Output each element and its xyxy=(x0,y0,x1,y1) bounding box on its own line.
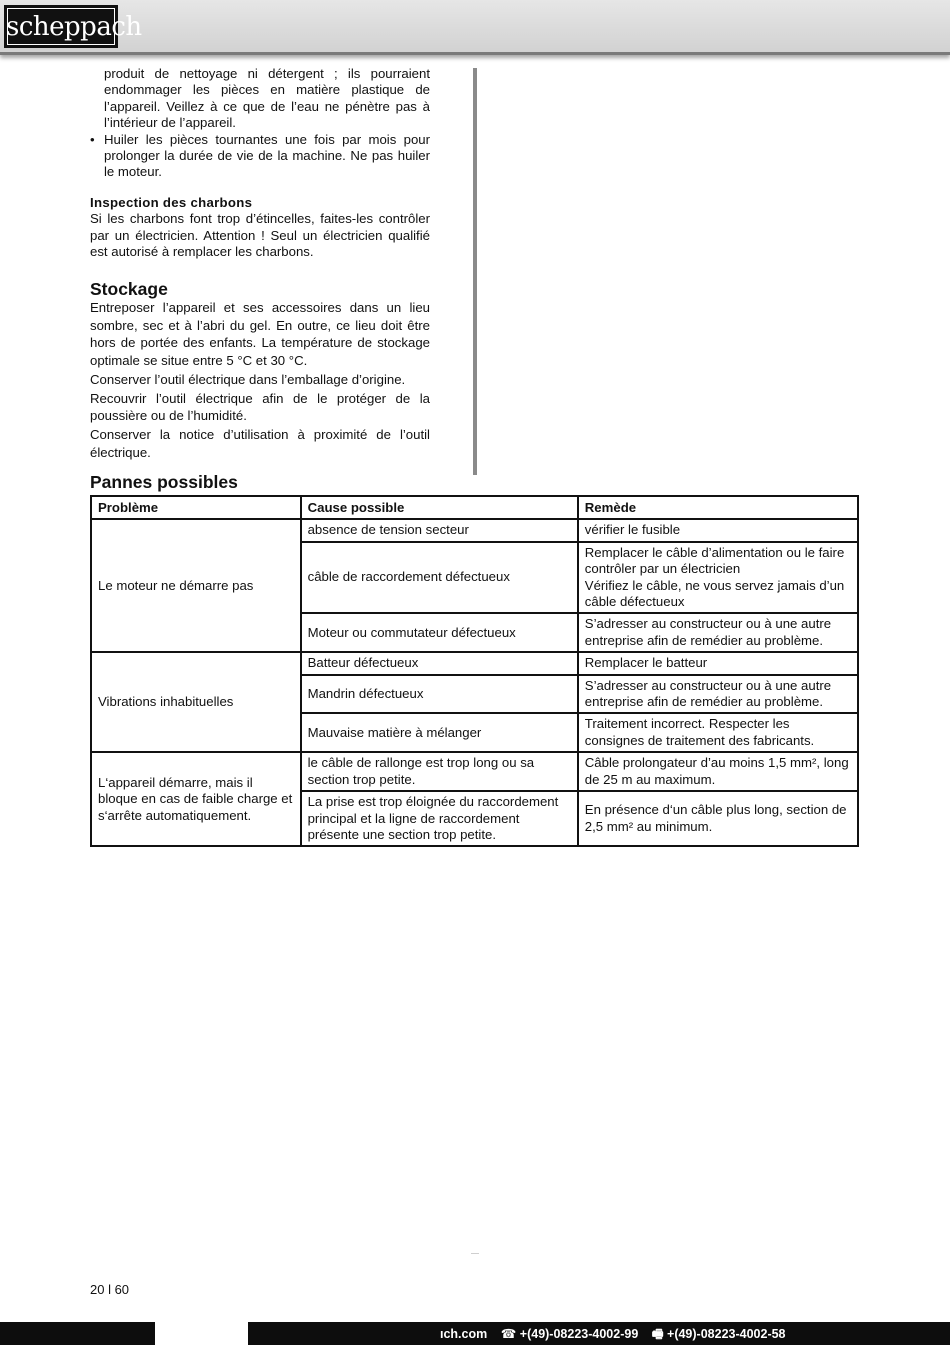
footer-website[interactable]: ıch.com xyxy=(440,1327,488,1341)
brushes-text: Si les charbons font trop d’étincelles, faites-les contrôler par un électricien. Attention ! Seul un électricien qualifié est autorisé à remplacer les charbons. xyxy=(90,211,430,260)
header-problem: Problème xyxy=(91,496,301,519)
storage-paragraph: Conserver l’outil électrique dans l’emballage d’origine. xyxy=(90,371,406,387)
center-tick-mark xyxy=(471,1253,479,1254)
footer-contacts xyxy=(440,1325,796,1346)
storage-paragraph: Recouvrir l’outil électrique afin de le protéger de la poussière ou de l’humidité. xyxy=(90,390,430,424)
column-divider xyxy=(473,68,477,475)
table-row xyxy=(91,752,858,791)
oil-bullet xyxy=(90,132,430,181)
cleaning-continued xyxy=(90,66,430,132)
remedy-cell: Traitement incorrect. Respecter les consignes de traitement des fabricants. xyxy=(578,713,858,752)
scheppach-logo xyxy=(4,5,142,48)
cause-cell: absence de tension secteur xyxy=(301,519,578,541)
header-cause: Cause possible xyxy=(301,496,578,519)
oil-bullet-text: Huiler les pièces tournantes une fois par mois pour prolonger la durée de vie de la machine. Ne pas huiler le moteur. xyxy=(104,131,430,180)
footer-fax: 🖷 +(49)-08223-4002-58 xyxy=(651,1327,786,1341)
cause-cell: La prise est trop éloignée du raccordement principal et la ligne de raccordement présente une section trop petite. xyxy=(301,791,578,846)
page-number: 20 l 60 xyxy=(90,1282,130,1297)
cause-cell: Mauvaise matière à mélanger xyxy=(301,713,578,752)
remedy-cell: vérifier le fusible xyxy=(578,519,858,541)
storage-paragraph: Entreposer l’appareil et ses accessoires dans un lieu sombre, sec et à l’abri du gel. En outre, ce lieu doit être hors de portée des enfants. La température de stockage optimale se situe entre 5 °C et 30 °C. xyxy=(90,300,430,368)
storage-paragraph: Conserver la notice d’utilisation à proximité de l’outil électrique. xyxy=(90,427,430,460)
cause-cell: Mandrin défectueux xyxy=(301,675,578,714)
page-footer xyxy=(0,1322,950,1345)
remedy-cell: Remplacer le câble d’alimentation ou le faire contrôler par un électricien Vérifiez le câble, ne vous servez jamais d’un câble défectueux xyxy=(578,542,858,614)
table-row xyxy=(91,652,858,674)
bullet-icon: • xyxy=(90,131,95,147)
table-header-row xyxy=(91,496,858,519)
remedy-cell: En présence d‘un câble plus long, section de 2,5 mm² au minimum. xyxy=(578,791,858,846)
remedy-cell: Câble prolongateur d’au moins 1,5 mm², long de 25 m au maximum. xyxy=(578,752,858,791)
problem-cell: Vibrations inhabituelles xyxy=(91,652,301,752)
table-row xyxy=(91,519,858,541)
storage-heading: Stockage xyxy=(90,279,168,300)
footer-phone: ☎ +(49)-08223-4002-99 xyxy=(500,1327,639,1341)
logo-text: scheppach xyxy=(6,12,142,42)
header-remedy: Remède xyxy=(578,496,858,519)
remedy-cell: Remplacer le batteur xyxy=(578,652,858,674)
faults-heading: Pannes possibles xyxy=(90,472,238,492)
problem-cell: Le moteur ne démarre pas xyxy=(91,519,301,652)
footer-gap xyxy=(155,1322,248,1345)
cause-cell: câble de raccordement défectueux xyxy=(301,542,578,614)
cause-cell: Batteur défectueux xyxy=(301,652,578,674)
remedy-cell: S’adresser au constructeur ou à une autre entreprise afin de remédier au problème. xyxy=(578,675,858,714)
cause-cell: le câble de rallonge est trop long ou sa section trop petite. xyxy=(301,752,578,791)
left-column xyxy=(90,66,430,461)
page-header xyxy=(0,0,950,55)
faults-table xyxy=(90,495,859,847)
remedy-cell: S’adresser au constructeur ou à une autre entreprise afin de remédier au problème. xyxy=(578,613,858,652)
cleaning-continued-text: produit de nettoyage ni détergent ; ils pourraient endommager les pièces en matière plastique de l’appareil. Veillez à ce que de l’eau ne pénètre pas à l’intérieur de l’appareil. xyxy=(104,66,430,131)
problem-cell: L‘appareil démarre, mais il bloque en cas de faible charge et s‘arrête automatiquement. xyxy=(91,752,301,846)
brushes-heading: Inspection des charbons xyxy=(90,194,253,210)
storage-section xyxy=(90,299,430,461)
cause-cell: Moteur ou commutateur défectueux xyxy=(301,613,578,652)
